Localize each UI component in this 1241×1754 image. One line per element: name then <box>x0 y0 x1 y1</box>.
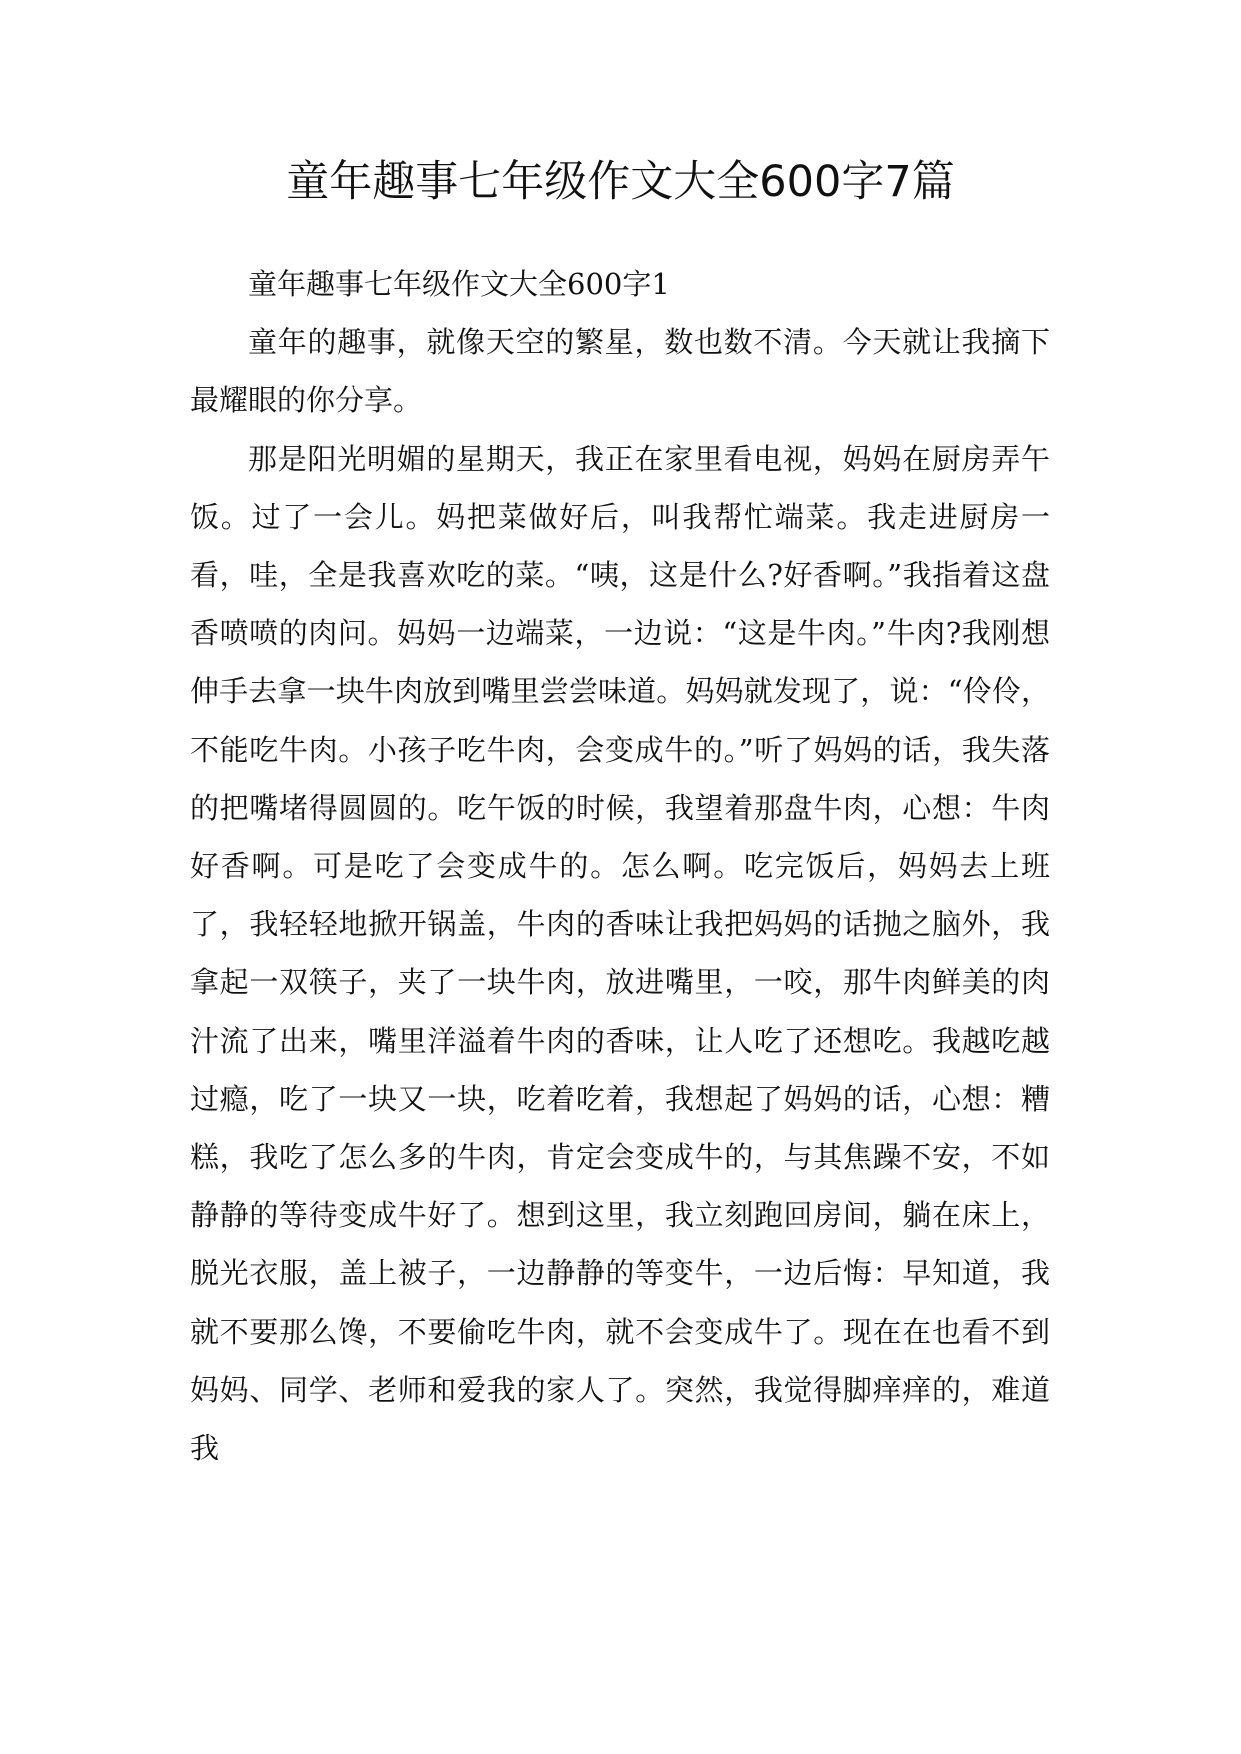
document-body <box>190 255 1050 1477</box>
paragraph: 童年的趣事，就像天空的繁星，数也数不清。今天就让我摘下最耀眼的你分享。 <box>190 325 1050 418</box>
document-title: 童年趣事七年级作文大全600字7篇 <box>286 157 955 207</box>
section-heading: 童年趣事七年级作文大全600字1 <box>248 267 670 301</box>
paragraph: 那是阳光明媚的星期天，我正在家里看电视，妈妈在厨房弄午饭。过了一会儿。妈把菜做好后，叫我帮忙端菜。我走进厨房一看，哇，全是我喜欢吃的菜。“咦，这是什么?好香啊。”我指着这盘香喷喷的肉问。妈妈一边端菜，一边说：“这是牛肉。”牛肉?我刚想伸手去拿一块牛肉放到嘴里尝尝味道。妈妈就发现了，说：“伶伶，不能吃牛肉。小孩子吃牛肉，会变成牛的。”听了妈妈的话，我失落的把嘴堵得圆圆的。吃午饭的时候，我望着那盘牛肉，心想：牛肉好香啊。可是吃了会变成牛的。怎么啊。吃完饭后，妈妈去上班了，我轻轻地掀开锅盖，牛肉的香味让我把妈妈的话抛之脑外，我拿起一双筷子，夹了一块牛肉，放进嘴里，一咬，那牛肉鲜美的肉汁流了出来，嘴里洋溢着牛肉的香味，让人吃了还想吃。我越吃越过瘾，吃了一块又一块，吃着吃着，我想起了妈妈的话，心想：糟糕，我吃了怎么多的牛肉，肯定会变成牛的，与其焦躁不安，不如静静的等待变成牛好了。想到这里，我立刻跑回房间，躺在床上，脱光衣服，盖上被子，一边静静的等变牛，一边后悔：早知道，我就不要那么馋，不要偷吃牛肉，就不会变成牛了。现在在也看不到妈妈、同学、老师和爱我的家人了。突然，我觉得脚痒痒的，难道我 <box>190 441 1050 1466</box>
